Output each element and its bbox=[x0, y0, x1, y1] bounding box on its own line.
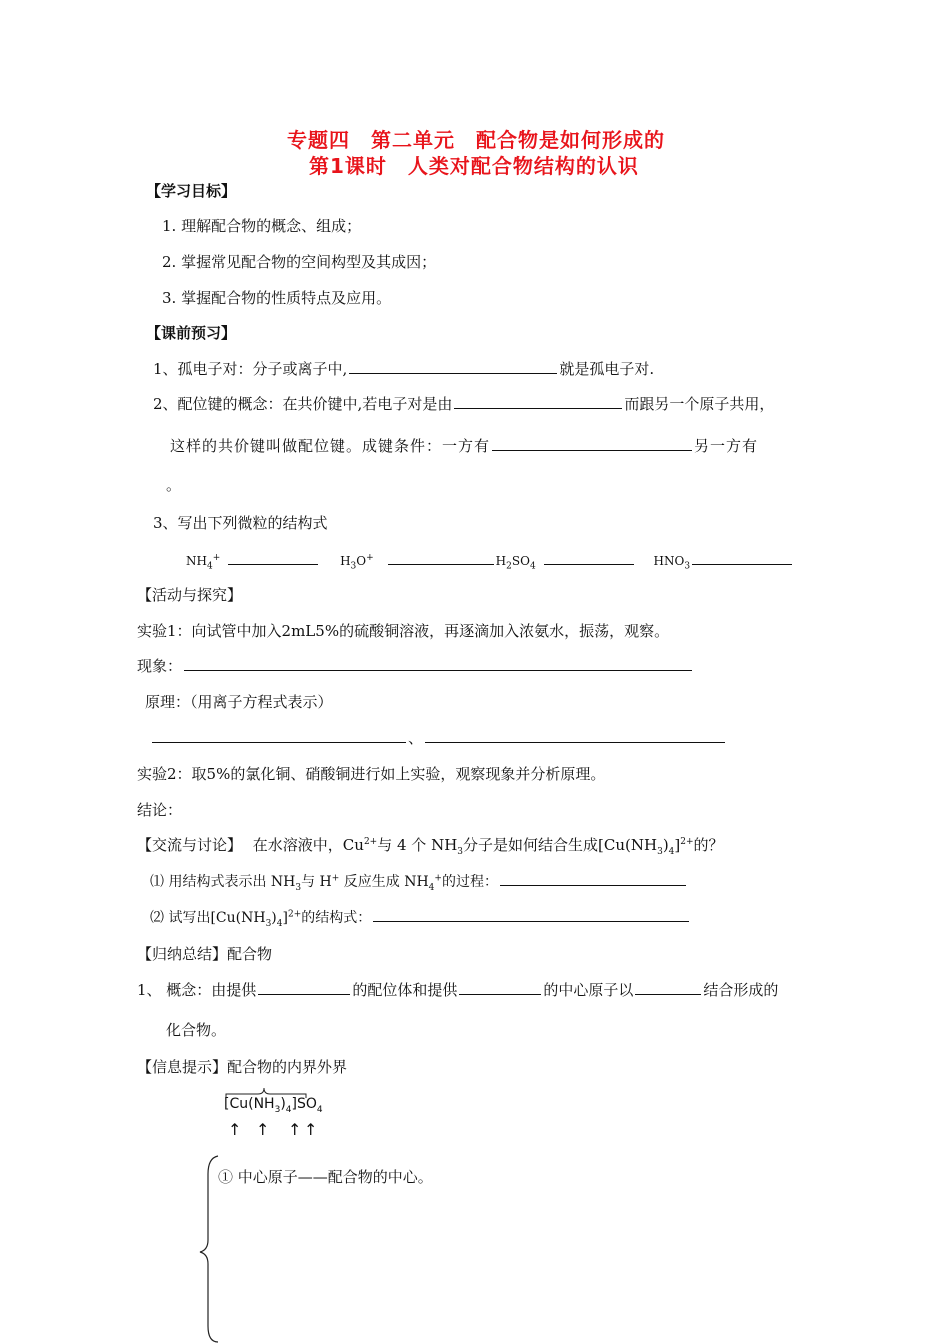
principle-blank-2[interactable] bbox=[425, 728, 725, 743]
experiment-2: 实验2：取5%的氯化铜、硝酸铜进行如上实验，观察现象并分析原理。 bbox=[137, 765, 606, 783]
species-row bbox=[186, 550, 794, 571]
species-nh4: $NH_4^+$ bbox=[186, 553, 221, 572]
summary-concept: 1、 概念：由提供 的配位体和提供 的中心原子以 结合形成的 bbox=[137, 981, 779, 999]
arrow-up-icon: ↑ bbox=[228, 1120, 242, 1139]
phenomenon-label: 现象： bbox=[137, 657, 183, 675]
species-blank-3[interactable] bbox=[544, 550, 634, 565]
q2-blank-2[interactable] bbox=[492, 436, 692, 451]
discussion-q2-blank[interactable] bbox=[373, 907, 689, 922]
summary-header: 【归纳总结】 bbox=[137, 945, 228, 963]
species-h2so4: $H_2SO_4$ bbox=[495, 554, 536, 572]
info-header: 【信息提示】 bbox=[137, 1058, 228, 1076]
summary-line bbox=[137, 943, 272, 964]
preview-q2 bbox=[153, 393, 774, 414]
summary-header-after: 配合物 bbox=[227, 945, 273, 963]
complex-formula: $[Cu(NH_3)_4]SO_4$ bbox=[224, 1096, 323, 1115]
info-line bbox=[137, 1056, 347, 1077]
phenomenon-blank[interactable] bbox=[184, 656, 692, 671]
goal-item-2: 2. 掌握常见配合物的空间构型及其成因； bbox=[162, 253, 437, 271]
q1-suffix: 就是孤电子对. bbox=[559, 360, 655, 378]
q2-suffix: 而跟另一个原子共用， bbox=[624, 395, 775, 413]
species-blank-4[interactable] bbox=[692, 550, 792, 565]
principle-separator: 、 bbox=[408, 729, 424, 747]
species-hno3: $HNO_3$ bbox=[653, 554, 691, 572]
arrow-up-icon: ↑ bbox=[256, 1120, 270, 1139]
q2-line2-prefix: 这样的共价键叫做配位键。成键条件：一方有 bbox=[170, 437, 491, 455]
conclusion: 结论： bbox=[137, 801, 183, 819]
preview-header: 【课前预习】 bbox=[146, 324, 237, 342]
discussion-q1: ⑴ 用结构式表示出 $NH_3$与 H+ 反应生成 $NH_4^+$的过程： bbox=[150, 871, 688, 893]
species-blank-2[interactable] bbox=[388, 550, 494, 565]
title-line-2: 第1课时 人类对配合物结构的认识 bbox=[309, 154, 639, 178]
preview-q1 bbox=[153, 358, 654, 379]
concept-blank-3[interactable] bbox=[635, 980, 701, 995]
goal-item-1: 1. 理解配合物的概念、组成； bbox=[162, 217, 362, 235]
discussion-text: 在水溶液中，$Cu^{2+}$与 4 个 $NH_3$分子是如何结合生成$[Cu(NH_3)_4]^{2+}$的？ bbox=[252, 836, 724, 857]
preview-q2-line3: 。 bbox=[166, 476, 182, 494]
discussion-q2: ⑵ 试写出$[Cu(NH_3)_4]^{2+}$的结构式： bbox=[150, 907, 691, 929]
preview-q2-line2 bbox=[170, 435, 758, 456]
q2-prefix: 2、配位键的概念：在共价键中,若电子对是由 bbox=[153, 395, 453, 413]
activity-header: 【活动与探究】 bbox=[137, 586, 243, 604]
principle-label: 原理：（用离子方程式表示） bbox=[145, 693, 333, 711]
concept-blank-1[interactable] bbox=[258, 980, 350, 995]
title-line-1: 专题四 第二单元 配合物是如何形成的 bbox=[287, 128, 665, 152]
goal-item-3: 3. 掌握配合物的性质特点及应用。 bbox=[162, 289, 392, 307]
q1-blank[interactable] bbox=[349, 359, 557, 374]
summary-concept-line2: 化合物。 bbox=[166, 1021, 227, 1039]
phenomenon bbox=[137, 655, 694, 676]
discussion-q1-blank[interactable] bbox=[500, 871, 686, 886]
discussion-line bbox=[137, 834, 724, 857]
info-header-after: 配合物的内界外界 bbox=[227, 1058, 348, 1076]
experiment-1: 实验1：向试管中加入2mL5%的硫酸铜溶液，再逐滴加入浓氨水，振荡，观察。 bbox=[137, 622, 670, 640]
arrow-up-icon: ↑ bbox=[288, 1120, 302, 1139]
concept-blank-2[interactable] bbox=[459, 980, 541, 995]
q2-blank-1[interactable] bbox=[454, 394, 622, 409]
q2-line2-suffix: 另一方有 bbox=[694, 437, 759, 455]
complex-formula-figure bbox=[222, 1084, 332, 1146]
discussion-header: 【交流与讨论】 bbox=[137, 836, 243, 854]
principle-blanks bbox=[150, 727, 727, 748]
species-blank-1[interactable] bbox=[228, 550, 318, 565]
q1-prefix: 1、孤电子对：分子或离子中, bbox=[153, 360, 348, 378]
preview-q3: 3、写出下列微粒的结构式 bbox=[153, 514, 328, 532]
principle-blank-1[interactable] bbox=[152, 728, 406, 743]
arrow-up-icon: ↑ bbox=[304, 1120, 318, 1139]
goals-header: 【学习目标】 bbox=[146, 182, 237, 200]
info-item-1: ① 中心原子——配合物的中心。 bbox=[218, 1168, 433, 1186]
species-h3o: $H_3O^+$ bbox=[340, 553, 374, 572]
